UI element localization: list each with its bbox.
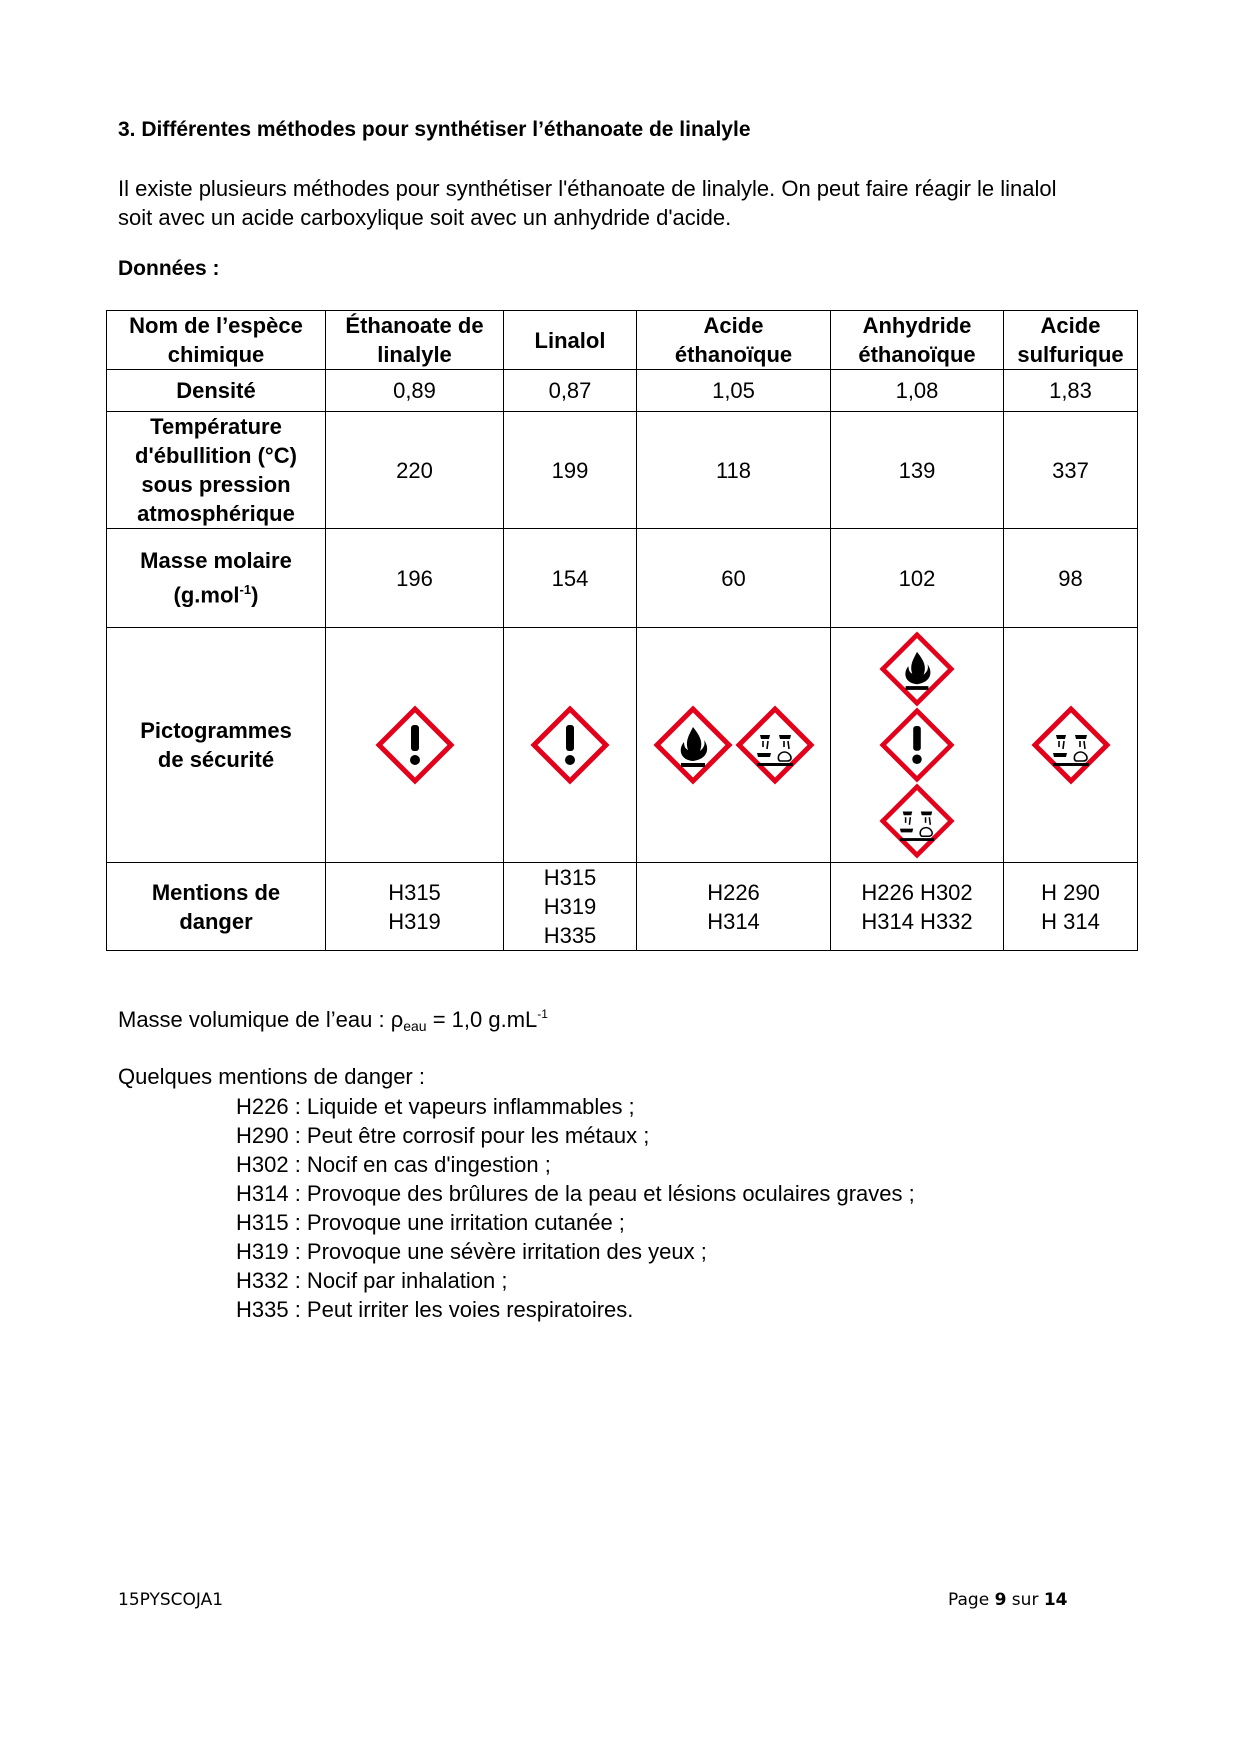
list-item: H302 : Nocif en cas d'ingestion ; <box>236 1152 551 1177</box>
flame-icon <box>879 631 955 707</box>
list-item: H332 : Nocif par inhalation ; <box>236 1268 508 1293</box>
cell-masse-molaire: 196 <box>326 529 504 628</box>
header-species-0: Éthanoate de linalyle <box>326 311 504 370</box>
row-label-teb: Température d'ébullition (°C) sous pression atmosphérique <box>107 412 326 529</box>
cell-mentions: H315 H319 <box>326 863 504 951</box>
cell-densite: 1,08 <box>831 370 1004 412</box>
table-row <box>107 529 1138 628</box>
cell-densite: 1,05 <box>637 370 831 412</box>
table-row <box>107 412 1138 529</box>
cell-pictogrammes <box>504 628 637 863</box>
row-label-mentions: Mentions de danger <box>107 863 326 951</box>
cell-pictogrammes <box>831 628 1004 863</box>
mentions-title: Quelques mentions de danger : <box>118 1064 425 1089</box>
cell-densite: 1,83 <box>1004 370 1138 412</box>
row-label-masse-molaire: Masse molaire (g.mol$^{-1}$) <box>107 529 326 628</box>
cell-teb: 199 <box>504 412 637 529</box>
row-label-densite: Densité <box>107 370 326 412</box>
cell-pictogrammes <box>637 628 831 863</box>
mentions-list <box>236 1092 915 1324</box>
header-species-2: Acide éthanoïque <box>637 311 831 370</box>
cell-masse-molaire: 60 <box>637 529 831 628</box>
cell-teb: 220 <box>326 412 504 529</box>
table-row <box>107 311 1138 370</box>
cell-teb: 139 <box>831 412 1004 529</box>
intro-line-2: soit avec un acide carboxylique soit avec un anhydride d'acide. <box>118 205 732 230</box>
cell-densite: 0,87 <box>504 370 637 412</box>
corrosion-icon <box>735 705 815 785</box>
table-row <box>107 370 1138 412</box>
list-item: H290 : Peut être corrosif pour les métaux ; <box>236 1123 650 1148</box>
corrosion-icon <box>1031 705 1111 785</box>
page-number: Page 9 sur 14 <box>948 1590 1068 1610</box>
row-label-pictogrammes: Pictogrammes de sécurité <box>107 628 326 863</box>
header-species-3: Anhydride éthanoïque <box>831 311 1004 370</box>
document-code: 15PYSCOJA1 <box>118 1590 224 1610</box>
list-item: H319 : Provoque une sévère irritation des yeux ; <box>236 1239 707 1264</box>
exclamation-icon <box>530 705 610 785</box>
header-species-1: Linalol <box>504 311 637 370</box>
masse-volumique-eau: Masse volumique de l’eau : $\rho_{eau} = 1,0$ $g.mL^{-1}$ <box>118 1007 548 1034</box>
header-species-4: Acide sulfurique <box>1004 311 1138 370</box>
list-item: H315 : Provoque une irritation cutanée ; <box>236 1210 625 1235</box>
exclamation-icon <box>879 707 955 783</box>
list-item: H226 : Liquide et vapeurs inflammables ; <box>236 1094 635 1119</box>
cell-teb: 118 <box>637 412 831 529</box>
corrosion-icon <box>879 783 955 859</box>
table-row <box>107 628 1138 863</box>
cell-mentions: H226 H302 H314 H332 <box>831 863 1004 951</box>
cell-masse-molaire: 102 <box>831 529 1004 628</box>
header-species-label: Nom de l’espèce chimique <box>107 311 326 370</box>
intro-line-1: Il existe plusieurs méthodes pour synthétiser l'éthanoate de linalyle. On peut faire réagir le linalol <box>118 176 1057 201</box>
cell-masse-molaire: 98 <box>1004 529 1138 628</box>
exclamation-icon <box>375 705 455 785</box>
flame-icon <box>653 705 733 785</box>
cell-mentions: H315 H319 H335 <box>504 863 637 951</box>
section-heading: 3. Différentes méthodes pour synthétiser l’éthanoate de linalyle <box>118 118 751 141</box>
cell-masse-molaire: 154 <box>504 529 637 628</box>
cell-pictogrammes <box>1004 628 1138 863</box>
cell-densite: 0,89 <box>326 370 504 412</box>
list-item: H335 : Peut irriter les voies respiratoires. <box>236 1297 634 1322</box>
cell-mentions: H 290 H 314 <box>1004 863 1138 951</box>
list-item: H314 : Provoque des brûlures de la peau et lésions oculaires graves ; <box>236 1181 915 1206</box>
table-row <box>107 863 1138 951</box>
cell-pictogrammes <box>326 628 504 863</box>
cell-teb: 337 <box>1004 412 1138 529</box>
data-table <box>106 310 1138 951</box>
cell-mentions: H226 H314 <box>637 863 831 951</box>
intro-paragraph <box>118 174 1128 232</box>
donnees-label: Données : <box>118 257 220 280</box>
